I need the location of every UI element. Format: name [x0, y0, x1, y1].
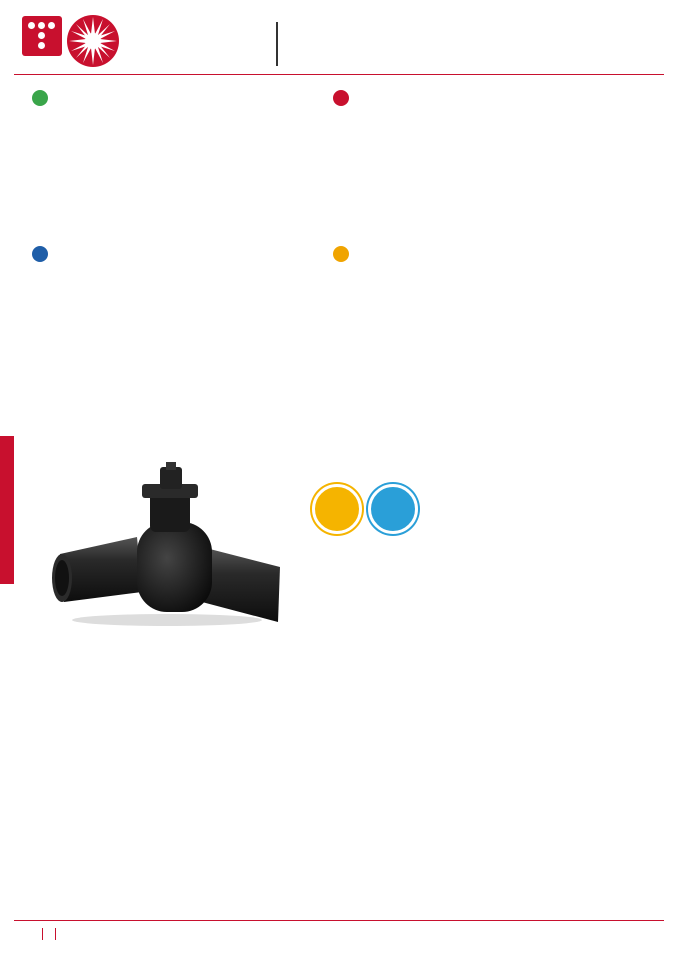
section-side-tab — [0, 436, 14, 584]
lang-badge-fr — [32, 246, 48, 262]
page-footer — [36, 928, 62, 940]
product-sun-icon — [66, 14, 120, 68]
lang-badge-en — [333, 90, 349, 106]
brand-logo — [22, 16, 62, 56]
footer-rule — [14, 920, 664, 921]
lang-badge-it — [32, 90, 48, 106]
gas-badge — [312, 484, 362, 534]
header-divider — [276, 22, 278, 66]
water-badge — [368, 484, 418, 534]
header-rule — [14, 74, 664, 75]
ball-valve-image — [42, 462, 292, 627]
lang-badge-es — [333, 246, 349, 262]
